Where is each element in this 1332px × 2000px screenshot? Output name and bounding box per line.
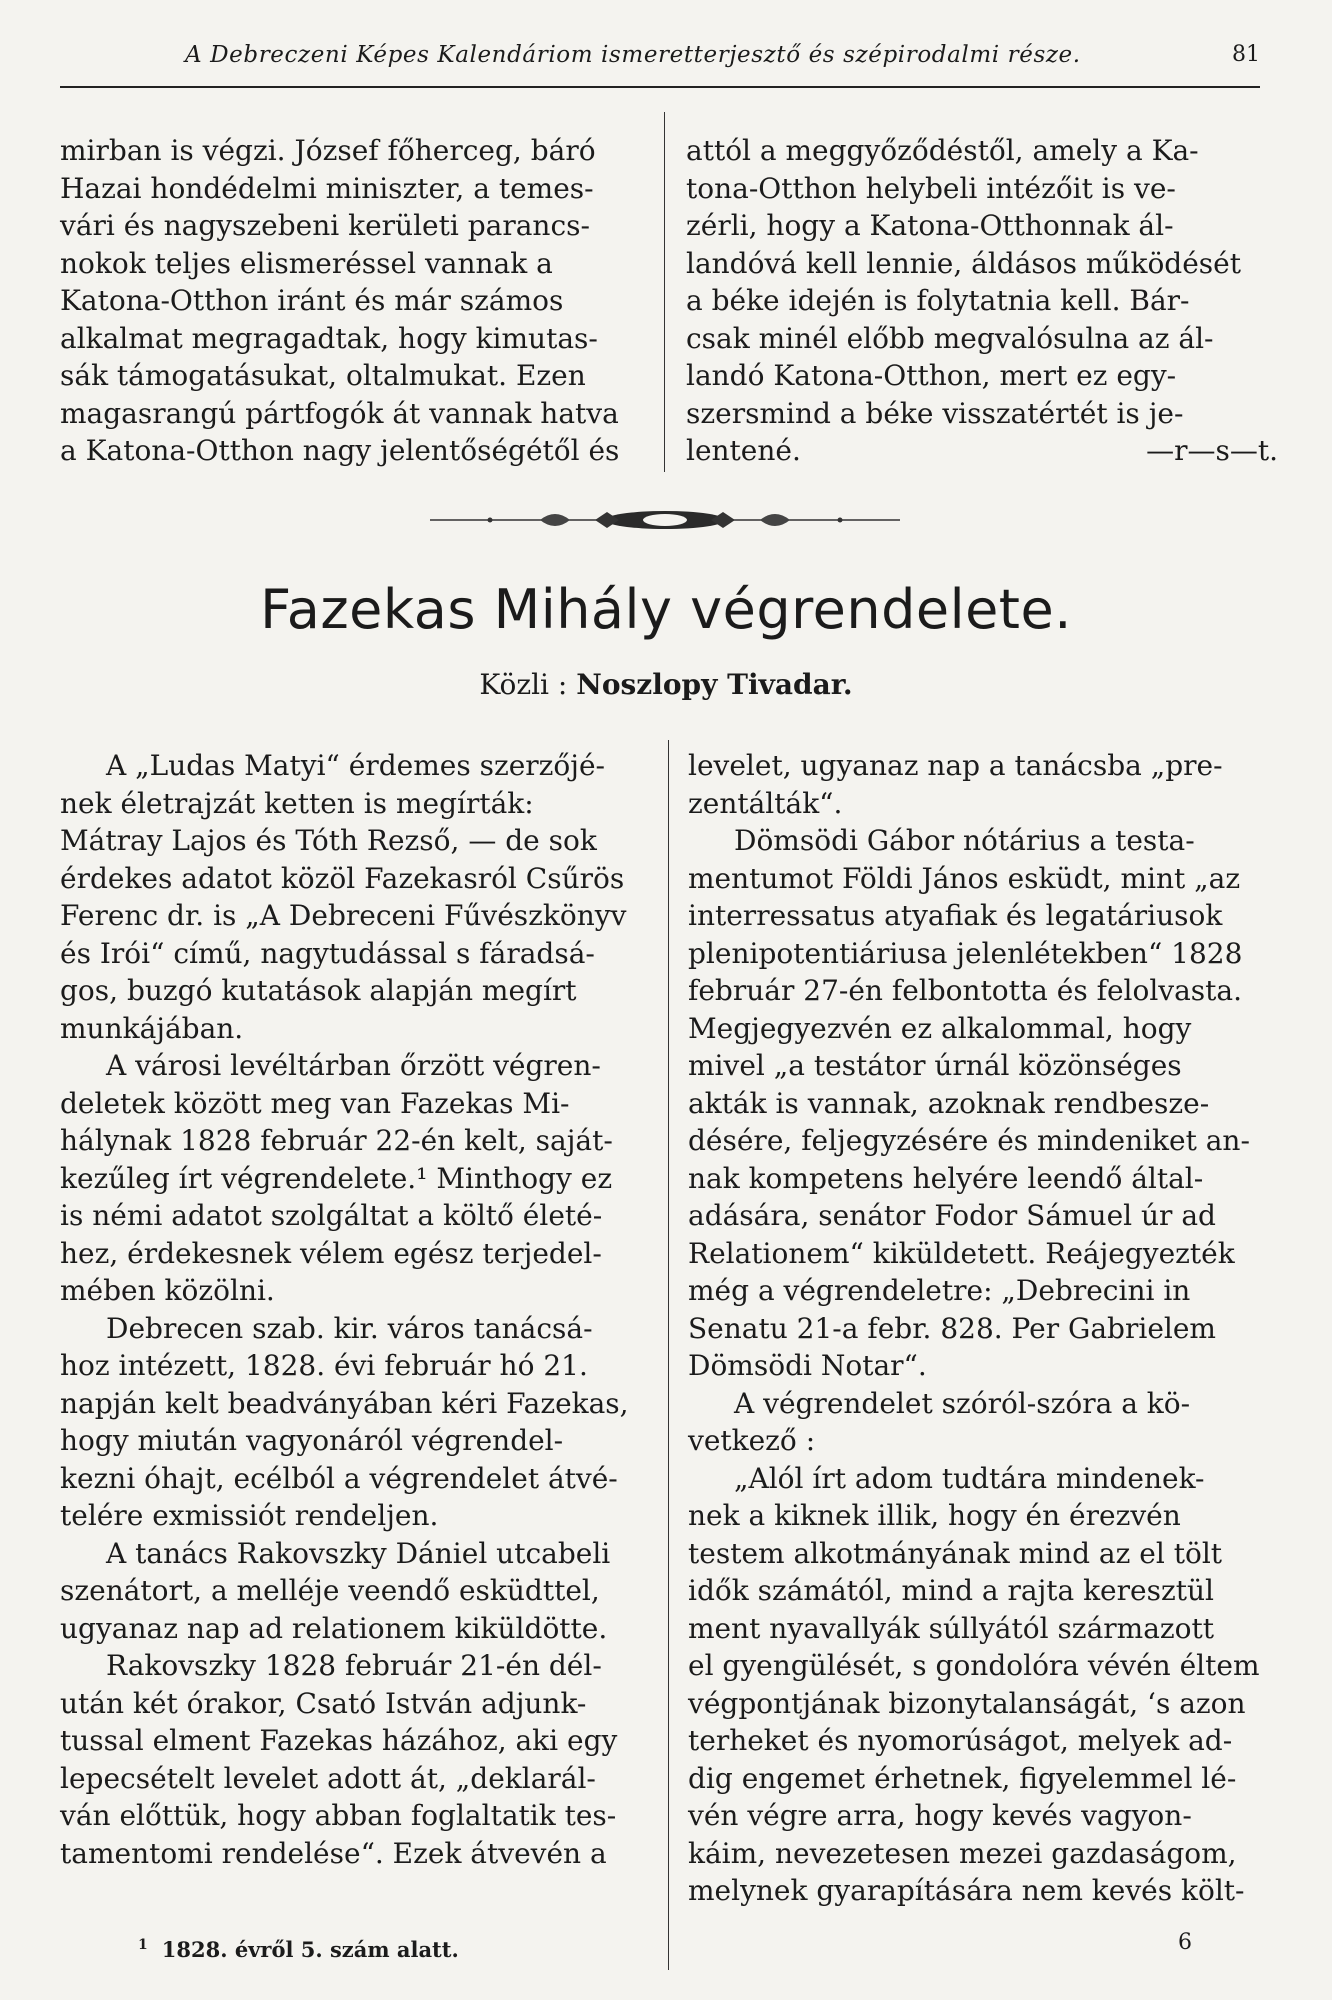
text-line: idők számától, mind a rajta keresztül [688, 1574, 1214, 1607]
page-number: 81 [1232, 42, 1260, 67]
text-line: kezűleg írt végrendelete.¹ Minthogy ez [60, 1161, 613, 1195]
bottom-left-column [60, 747, 652, 1872]
top-right-line: a béke idején is folytatnia kell. Bár- [686, 284, 1190, 317]
top-right-line: zérli, hogy a Katona-Otthonnak ál- [686, 209, 1174, 242]
footnote [138, 1937, 459, 1962]
running-header [60, 42, 1260, 98]
text-line: Rakovszky 1828 február 21-én dél- [106, 1649, 602, 1682]
text-line: hez, érdekesnek vélem egész terjedel- [60, 1236, 602, 1270]
top-left-line: mirban is végzi. József főherceg, báró [60, 134, 596, 167]
text-line: gos, buzgó kutatások alapján megírt [60, 974, 577, 1007]
text-line: ván előttük, hogy abban foglaltatik tes- [60, 1799, 617, 1832]
signature-mark: 6 [1178, 1930, 1192, 1955]
text-line: még a végrendeletre: „Debrecini in [688, 1274, 1191, 1307]
text-line: káim, nevezetesen mezei gazdaságom, [688, 1836, 1237, 1870]
text-line: mentumot Földi János esküdt, mint „az [688, 861, 1241, 895]
text-line: érdekes adatot közöl Fazekasról Csűrös [60, 861, 625, 895]
text-line: február 27-én felbontotta és felolvasta. [688, 974, 1243, 1007]
text-line: plenipotentiáriusa jelenlétekben“ 1828 [688, 936, 1243, 970]
top-right-line: csak minél előbb megvalósulna az ál- [686, 321, 1214, 355]
text-line: kezni óhajt, ecélból a végrendelet átvé- [60, 1461, 618, 1495]
text-line: telére exmissiót rendeljen. [60, 1499, 439, 1532]
top-left-line: magasrangú pártfogók át vannak hatva [60, 396, 619, 430]
text-line: el gyengülését, s gondolóra vévén éltem [688, 1649, 1260, 1682]
text-line: A tanács Rakovszky Dániel utcabeli [106, 1536, 611, 1570]
paragraph [60, 1535, 652, 1648]
text-line: tamentomi rendelése“. Ezek átvevén a [60, 1836, 607, 1870]
text-line: lepecsételt levelet adott át, „deklarál- [60, 1761, 596, 1795]
top-right-line: lentené. [686, 434, 801, 467]
top-left-line: alkalmat megragadtak, hogy kimutas- [60, 321, 598, 355]
paragraph [60, 747, 652, 1047]
text-line: Relationem“ kiküldetett. Reájegyezték [688, 1236, 1235, 1270]
text-line: Senatu 21-a febr. 828. Per Gabrielem [688, 1311, 1216, 1345]
text-line: deletek között meg van Fazekas Mi- [60, 1086, 570, 1120]
text-line: és Irói“ című, nagytudással s fáradsá- [60, 936, 595, 970]
text-line: A végrendelet szóról-szóra a kö- [734, 1386, 1191, 1420]
text-line: melynek gyarapítására nem kevés költ- [688, 1874, 1245, 1907]
decorative-ornament [430, 505, 900, 535]
text-line: dig engemet érhetnek, figyelemmel lé- [688, 1761, 1237, 1795]
text-line: munkájában. [60, 1011, 244, 1045]
paragraph [688, 747, 1280, 822]
text-line: „Alól írt adom tudtára mindenek- [734, 1461, 1205, 1495]
bottom-right-column [688, 747, 1280, 1910]
text-line: A városi levéltárban őrzött végren- [106, 1049, 601, 1082]
text-line: désére, feljegyzésére és mindeniket an- [688, 1124, 1250, 1157]
text-line: vetkező : [688, 1424, 816, 1457]
paragraph [60, 1310, 652, 1535]
header-rule [60, 86, 1260, 88]
top-left-line: Hazai hondédelmi miniszter, a temes- [60, 171, 594, 205]
text-line: nek a kiknek illik, hogy én érezvén [688, 1499, 1181, 1532]
paragraph [688, 822, 1280, 1385]
text-line: ment nyavallyák súllyától származott [688, 1611, 1214, 1645]
top-left-line: Katona-Otthon iránt és már számos [60, 284, 564, 317]
paragraph [688, 1385, 1280, 1460]
text-line: Mátray Lajos és Tóth Rezső, — de sok [60, 824, 597, 857]
top-left-column [60, 132, 642, 470]
text-line: nek életrajzát ketten is megírták: [60, 786, 534, 820]
top-right-column [686, 132, 1278, 470]
paragraph [688, 1460, 1280, 1910]
text-line: hogy miután vagyonáról végrendel- [60, 1424, 564, 1457]
top-left-line: a Katona-Otthon nagy jelentőségétől és [60, 434, 620, 467]
top-right-line: landóvá kell lennie, áldásos működését [686, 246, 1241, 280]
top-left-line: nokok teljes elismeréssel vannak a [60, 246, 553, 280]
text-line: tussal elment Fazekas házához, aki egy [60, 1724, 618, 1757]
text-line: is némi adatot szolgáltat a költő életé- [60, 1199, 603, 1232]
paragraph [60, 1647, 652, 1872]
top-right-line: szersmind a béke visszatértét is je- [686, 396, 1184, 430]
text-line: levelet, ugyanaz nap a tanácsba „pre- [688, 749, 1223, 782]
text-line: szenátort, a melléje veendő esküdttel, [60, 1574, 600, 1607]
top-left-line: vári és nagyszebeni kerületi parancs- [60, 209, 590, 242]
byline-prefix: Közli : [479, 668, 568, 701]
text-line: zentálták“. [688, 786, 843, 820]
author-signature: —r—s—t. [1146, 434, 1278, 467]
top-right-line: landó Katona-Otthon, mert ez egy- [686, 359, 1177, 392]
text-line: hálynak 1828 február 22-én kelt, saját- [60, 1124, 613, 1157]
top-right-line: attól a meggyőződéstől, amely a Ka- [686, 134, 1199, 167]
footnote-marker: 1 [138, 1937, 148, 1953]
top-right-line: tona-Otthon helybeli intézőit is ve- [686, 171, 1176, 205]
text-line: Debrecen szab. kir. város tanácsá- [106, 1311, 593, 1345]
column-divider-bottom [668, 740, 669, 1970]
text-line: adására, senátor Fodor Sámuel úr ad [688, 1199, 1216, 1232]
text-line: után két órakor, Csató István adjunk- [60, 1686, 587, 1720]
text-line: Megjegyezvén ez alkalommal, hogy [688, 1011, 1192, 1045]
text-line: mében közölni. [60, 1274, 275, 1307]
text-line: Dömsödi Gábor nótárius a testa- [734, 824, 1195, 857]
text-line: A „Ludas Matyi“ érdemes szerzőjé- [106, 749, 605, 782]
text-line: terheket és nyomorúságot, melyek ad- [688, 1724, 1233, 1757]
byline-author: Noszlopy Tivadar. [576, 668, 853, 701]
footnote-text: 1828. évről 5. szám alatt. [161, 1937, 459, 1962]
text-line: Dömsödi Notar“. [688, 1349, 927, 1382]
text-line: mivel „a testátor úrnál közönséges [688, 1049, 1182, 1082]
text-line: nak kompetens helyére leendő által- [688, 1161, 1204, 1195]
top-right-last-line [686, 432, 1278, 470]
text-line: vén végre arra, hogy kevés vagyon- [688, 1799, 1192, 1832]
article-title: Fazekas Mihály végrendelete. [260, 578, 1072, 641]
byline [0, 668, 1332, 701]
running-title: A Debreczeni Képes Kalendáriom ismeretterjesztő és szépirodalmi része. [185, 42, 1081, 68]
text-line: interressatus atyafiak és legatáriusok [688, 899, 1223, 932]
text-line: hoz intézett, 1828. évi február hó 21. [60, 1349, 588, 1382]
top-left-line: sák támogatásukat, oltalmukat. Ezen [60, 359, 586, 392]
text-line: ugyanaz nap ad relationem kiküldötte. [60, 1611, 608, 1645]
column-divider-top [664, 112, 665, 472]
text-line: végpontjának bizonytalanságát, ‘s azon [688, 1686, 1246, 1720]
text-line: napján kelt beadványában kéri Fazekas, [60, 1386, 629, 1420]
paragraph [60, 1047, 652, 1310]
text-line: akták is vannak, azoknak rendbesze- [688, 1086, 1210, 1120]
text-line: Ferenc dr. is „A Debreceni Fűvészkönyv [60, 899, 627, 932]
text-line: testem alkotmányának mind az el tölt [688, 1536, 1223, 1570]
